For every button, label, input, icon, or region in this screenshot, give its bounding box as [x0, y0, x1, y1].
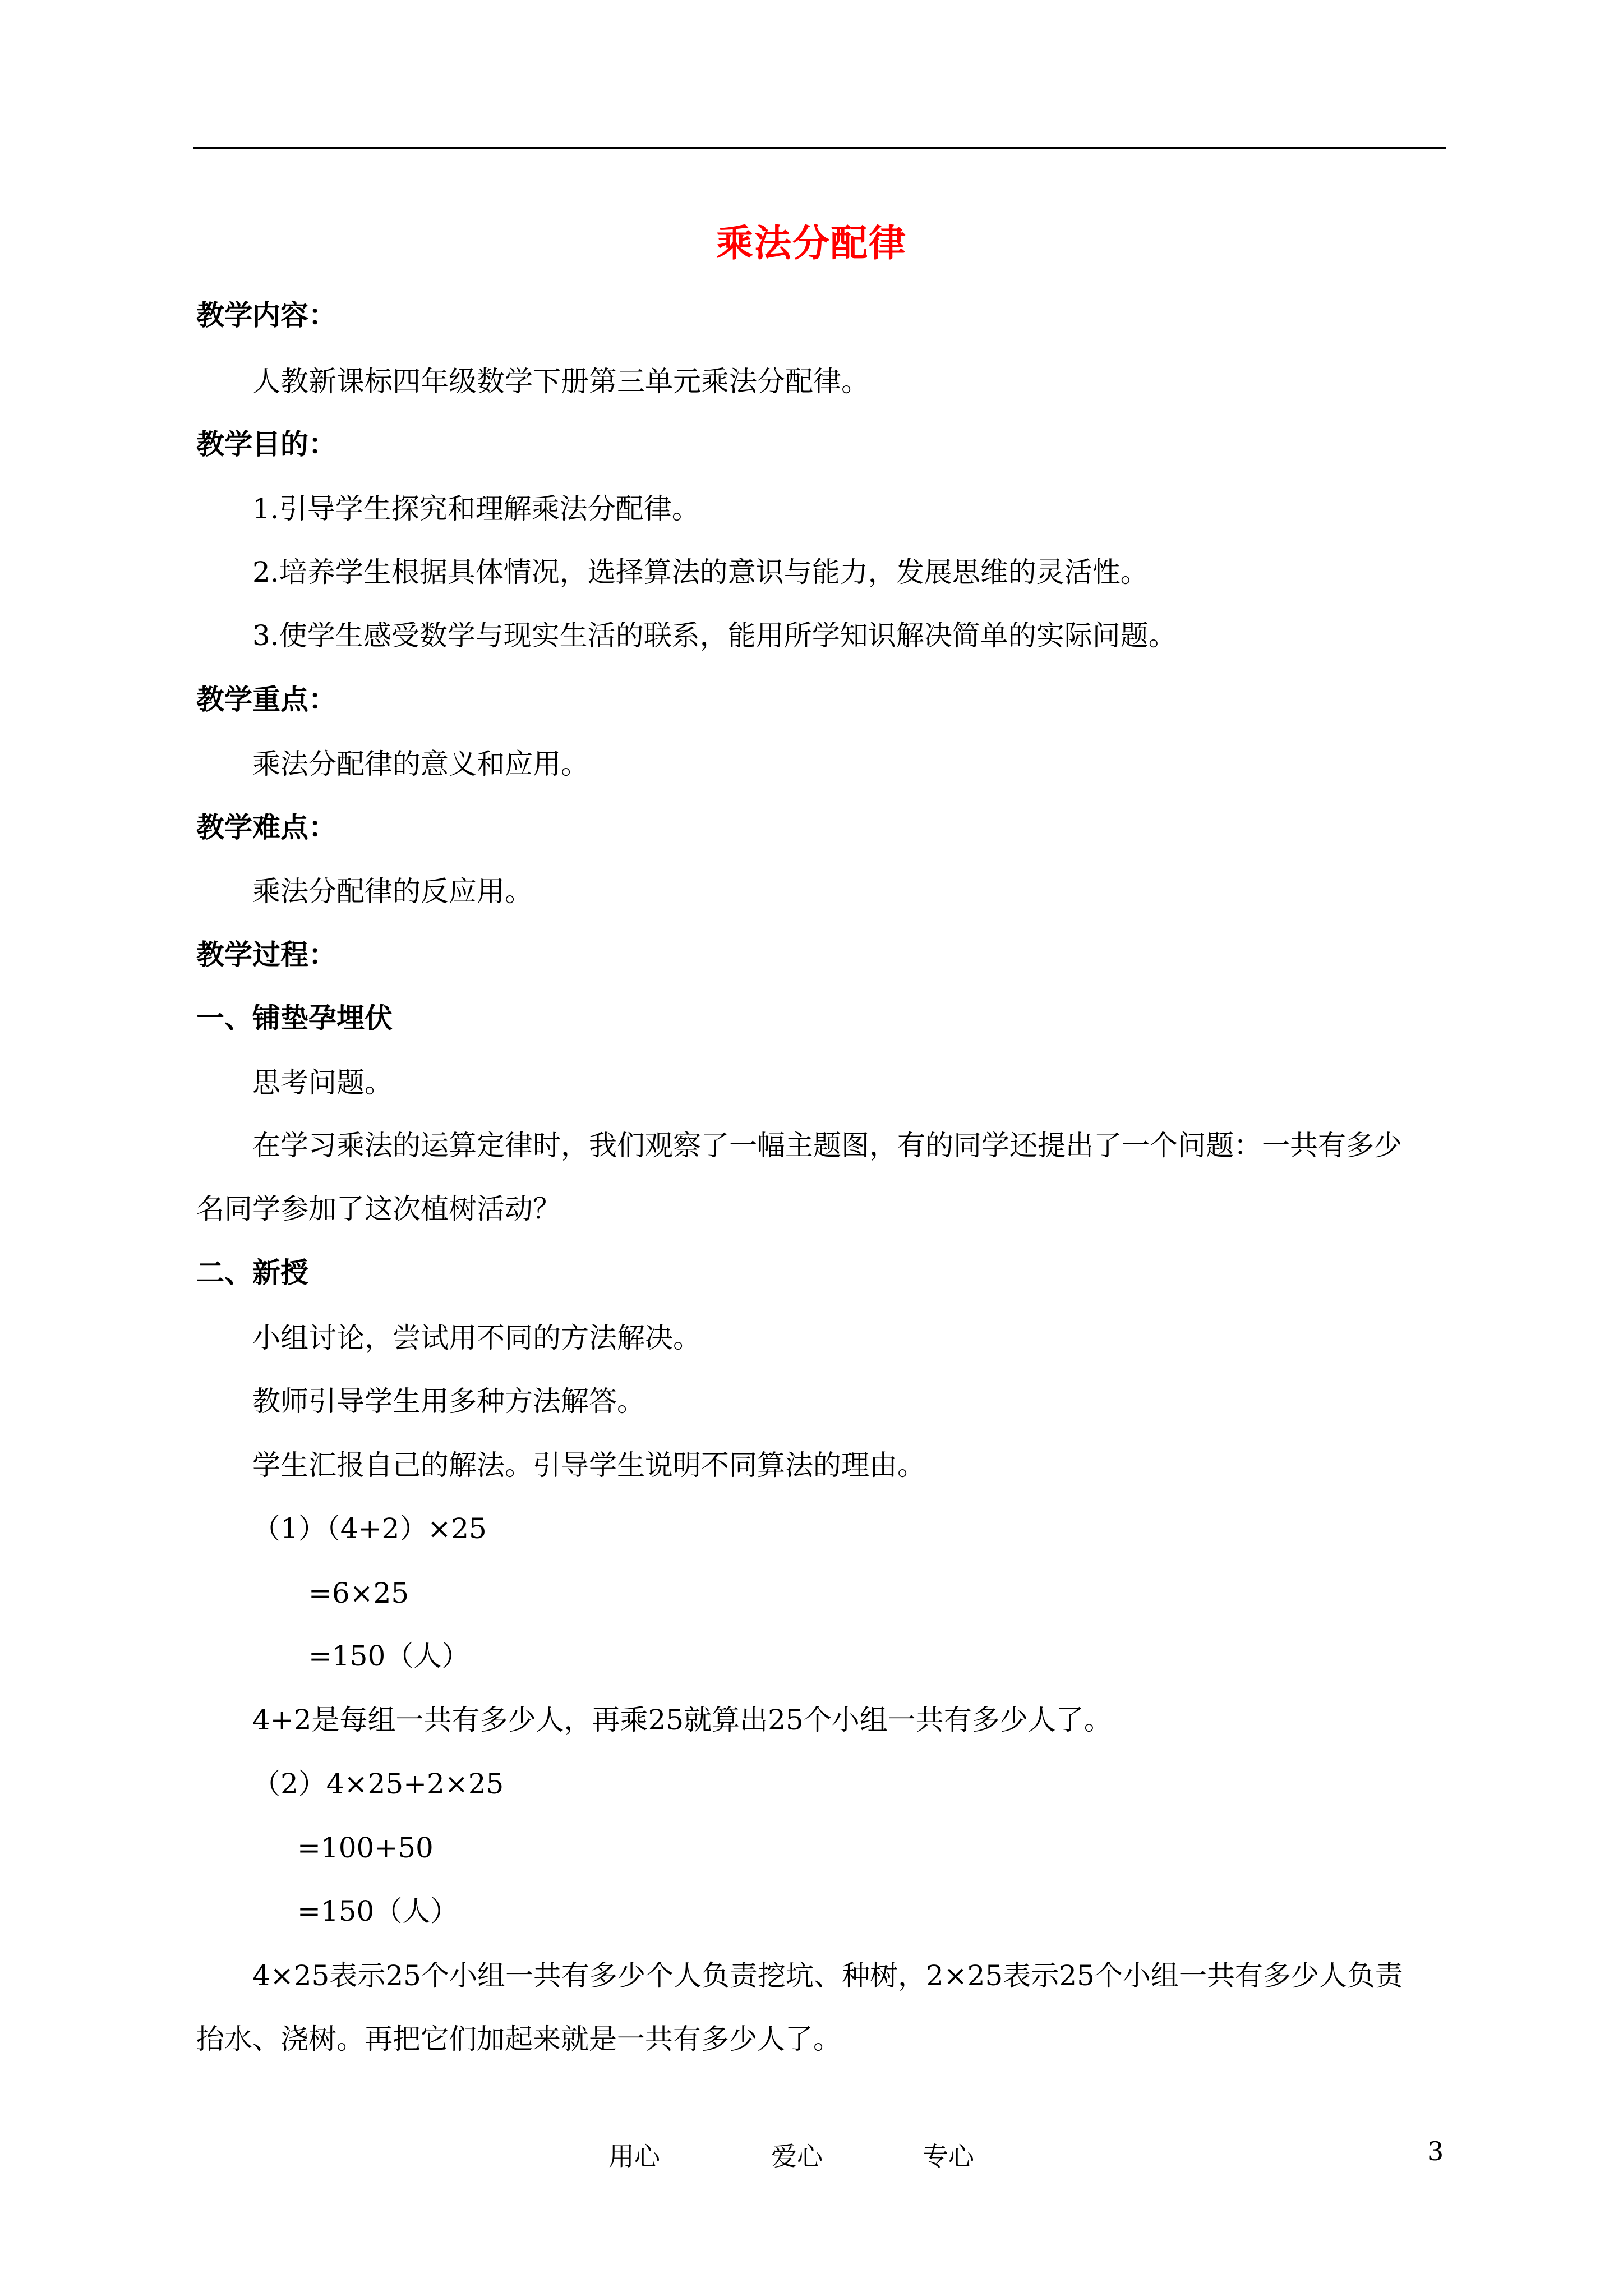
key-heading: 教学重点： — [196, 683, 336, 716]
page-number: 3 — [1427, 2136, 1444, 2166]
goal-heading: 教学目的： — [196, 428, 336, 461]
method2-note-line: 4×25表示25个小组一共有多少个人负责挖坑、种树，2×25表示25个小组一共有多少人负责 — [252, 1959, 1403, 1992]
difficulty-heading: 教学难点： — [196, 811, 336, 844]
method1-line: =150（人） — [308, 1640, 470, 1672]
section1-paragraph-line: 在学习乘法的运算定律时，我们观察了一幅主题图，有的同学还提出了一个问题：一共有多少 — [252, 1129, 1402, 1162]
method2-line: （2）4×25+2×25 — [252, 1768, 504, 1800]
method2-line: =100+50 — [297, 1832, 434, 1864]
goal-item: 2.培养学生根据具体情况，选择算法的意识与能力，发展思维的灵活性。 — [252, 556, 1149, 588]
method1-note: 4+2是每组一共有多少人，再乘25就算出25个小组一共有多少人了。 — [252, 1704, 1112, 1736]
goal-item: 3.使学生感受数学与现实生活的联系，能用所学知识解决简单的实际问题。 — [252, 619, 1177, 652]
footer-right: 专心 — [923, 2141, 974, 2171]
section2-line: 学生汇报自己的解法。引导学生说明不同算法的理由。 — [252, 1449, 925, 1481]
header-rule — [193, 147, 1446, 149]
document-title: 乘法分配律 — [716, 222, 907, 265]
section2-line: 教师引导学生用多种方法解答。 — [252, 1385, 645, 1418]
method2-note-line: 抬水、浇树。再把它们加起来就是一共有多少人了。 — [196, 2023, 841, 2055]
process-heading: 教学过程： — [196, 938, 336, 971]
method2-line: =150（人） — [297, 1895, 459, 1927]
method1-line: =6×25 — [308, 1577, 409, 1609]
difficulty-text: 乘法分配律的反应用。 — [252, 875, 533, 908]
goal-item: 1.引导学生探究和理解乘法分配律。 — [252, 493, 700, 525]
section1-heading: 一、铺垫孕埋伏 — [196, 1002, 393, 1034]
section1-intro: 思考问题。 — [252, 1066, 393, 1099]
method1-line: （1）（4+2）×25 — [252, 1512, 487, 1545]
section2-heading: 二、新授 — [196, 1257, 308, 1289]
content-heading: 教学内容： — [196, 299, 336, 332]
content-text: 人教新课标四年级数学下册第三单元乘法分配律。 — [252, 365, 869, 398]
section1-paragraph-line: 名同学参加了这次植树活动？ — [196, 1193, 561, 1225]
section2-line: 小组讨论，尝试用不同的方法解决。 — [252, 1322, 701, 1354]
key-text: 乘法分配律的意义和应用。 — [252, 748, 589, 780]
footer-left: 用心 — [608, 2141, 660, 2171]
footer-middle: 爱心 — [771, 2141, 823, 2171]
